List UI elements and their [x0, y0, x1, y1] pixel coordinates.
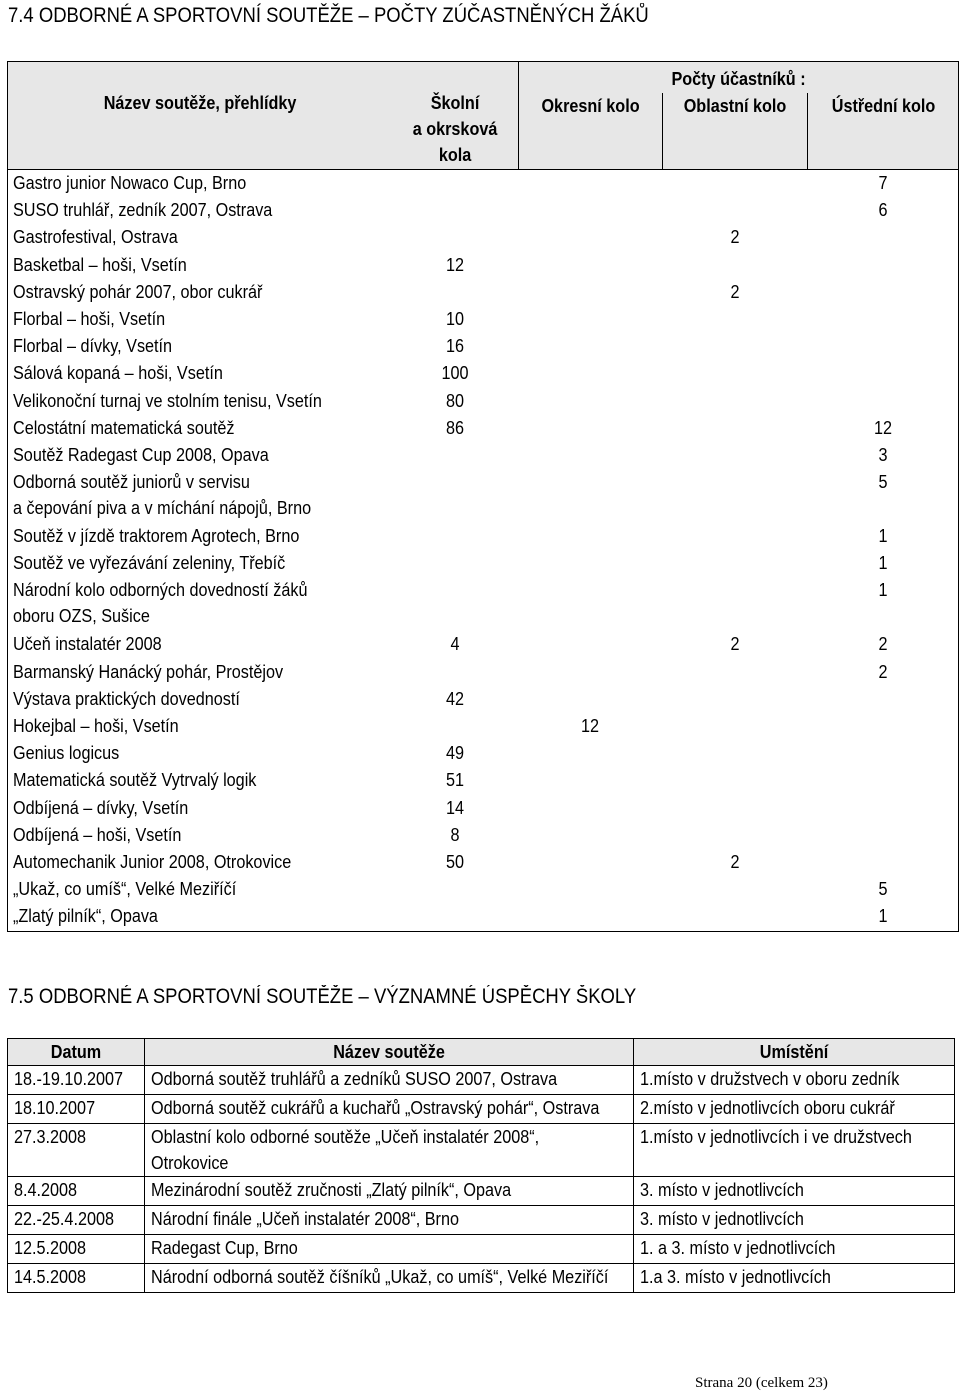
- competition-name-cell: „Ukaž, co umíš“, Velké Meziříčí: [13, 879, 237, 900]
- col-header-placement: Umístění: [634, 1039, 955, 1066]
- competition-cell: Odborná soutěž cukrářů a kuchařů „Ostravský pohár“, Ostrava: [144, 1095, 633, 1124]
- table-row: [8, 577, 959, 631]
- school-count-cell: 4: [450, 634, 460, 655]
- competition-name-cell: Odborná soutěž juniorů v servisu a čepování piva a v míchání nápojů, Brno: [13, 472, 312, 519]
- table-row: [8, 279, 959, 306]
- table-row: [8, 795, 959, 822]
- date-cell: 18.-19.10.2007: [8, 1066, 145, 1095]
- regional-count-cell: [663, 876, 808, 903]
- school-count-cell: [392, 224, 518, 251]
- participants-table: [7, 61, 959, 932]
- regional-count-cell: [663, 442, 808, 469]
- regional-count-cell: [663, 767, 808, 794]
- table-row: [8, 252, 959, 279]
- table-row: [8, 767, 959, 794]
- placement-cell: 1. a 3. místo v jednotlivcích: [634, 1235, 955, 1264]
- district-count-cell: [518, 388, 663, 415]
- central-count-cell: 7: [878, 173, 888, 193]
- central-count-cell: [808, 795, 959, 822]
- central-count-cell: 1: [878, 580, 888, 601]
- competition-name-cell: Odbíjená – dívky, Vsetín: [13, 797, 189, 818]
- competition-cell: Radegast Cup, Brno: [144, 1235, 633, 1264]
- competition-cell: Národní finále „Učeň instalatér 2008“, Brno: [144, 1206, 633, 1235]
- central-count-cell: [808, 306, 959, 333]
- competition-name-cell: Gastrofestival, Ostrava: [13, 227, 178, 248]
- regional-count-cell: [663, 713, 808, 740]
- school-count-cell: [392, 550, 518, 577]
- date-cell: 8.4.2008: [8, 1177, 145, 1206]
- school-count-cell: 49: [446, 743, 465, 764]
- school-count-cell: 14: [446, 797, 465, 818]
- district-count-cell: [518, 279, 663, 306]
- competition-name-cell: Hokejbal – hoši, Vsetín: [13, 716, 179, 736]
- regional-count-cell: [663, 686, 808, 713]
- table-row: [8, 197, 959, 224]
- district-count-cell: [518, 170, 663, 198]
- competition-name-cell: Basketbal – hoši, Vsetín: [13, 254, 187, 275]
- participants-table-body: [8, 170, 959, 932]
- central-count-cell: [808, 252, 959, 279]
- regional-count-cell: [663, 252, 808, 279]
- regional-count-cell: [663, 360, 808, 387]
- table-row: [8, 1124, 955, 1177]
- competition-name-cell: Soutěž ve vyřezávání zeleniny, Třebíč: [13, 553, 286, 574]
- competition-name-cell: Florbal – hoši, Vsetín: [13, 308, 166, 329]
- district-count-cell: [518, 442, 663, 469]
- district-count-cell: 12: [581, 716, 600, 736]
- district-count-cell: [518, 523, 663, 550]
- regional-count-cell: [663, 740, 808, 767]
- school-count-cell: [392, 442, 518, 469]
- regional-count-cell: [663, 577, 808, 631]
- regional-count-cell: [663, 795, 808, 822]
- regional-count-cell: 2: [730, 281, 740, 302]
- table-row: [8, 224, 959, 251]
- central-count-cell: [808, 224, 959, 251]
- district-count-cell: [518, 822, 663, 849]
- competition-name-cell: Automechanik Junior 2008, Otrokovice: [13, 851, 292, 872]
- achievements-table-body: [8, 1066, 955, 1293]
- regional-count-cell: 2: [730, 851, 740, 872]
- competition-name-cell: Ostravský pohár 2007, obor cukrář: [13, 281, 263, 302]
- district-count-cell: [518, 903, 663, 931]
- school-count-cell: 51: [446, 770, 465, 791]
- regional-count-cell: [663, 388, 808, 415]
- competition-cell: Mezinárodní soutěž zručnosti „Zlatý pilník“, Opava: [144, 1177, 633, 1206]
- competition-name-cell: Genius logicus: [13, 743, 120, 764]
- regional-count-cell: [663, 333, 808, 360]
- central-count-cell: [808, 360, 959, 387]
- school-count-cell: 12: [446, 254, 465, 275]
- regional-count-cell: [663, 550, 808, 577]
- central-count-cell: 2: [878, 634, 888, 655]
- table-row: [8, 523, 959, 550]
- school-count-cell: [392, 279, 518, 306]
- district-count-cell: [518, 686, 663, 713]
- table-row: [8, 306, 959, 333]
- regional-count-cell: [663, 415, 808, 442]
- table-row: [8, 1066, 955, 1095]
- central-count-cell: 5: [878, 879, 888, 900]
- district-count-cell: [518, 740, 663, 767]
- school-count-cell: 8: [450, 824, 460, 845]
- central-count-cell: [808, 767, 959, 794]
- school-count-cell: 86: [446, 417, 465, 438]
- district-count-cell: [518, 197, 663, 224]
- placement-cell: 1.místo v jednotlivcích i ve družstvech: [634, 1124, 955, 1177]
- competition-name-cell: Celostátní matematická soutěž: [13, 417, 235, 438]
- district-count-cell: [518, 224, 663, 251]
- district-count-cell: [518, 252, 663, 279]
- regional-count-cell: [663, 306, 808, 333]
- table-row: [8, 1095, 955, 1124]
- central-count-cell: [808, 279, 959, 306]
- col-header-central: Ústřední kolo: [808, 93, 959, 170]
- central-count-cell: [808, 713, 959, 740]
- competition-name-cell: Výstava praktických dovedností: [13, 688, 240, 709]
- school-count-cell: 100: [441, 363, 469, 384]
- date-cell: 22.-25.4.2008: [8, 1206, 145, 1235]
- school-count-cell: 80: [446, 390, 465, 411]
- competition-name-cell: Soutěž Radegast Cup 2008, Opava: [13, 444, 269, 465]
- competition-name-cell: SUSO truhlář, zedník 2007, Ostrava: [13, 200, 273, 221]
- table-row: [8, 388, 959, 415]
- district-count-cell: [518, 333, 663, 360]
- placement-cell: 1.místo v družstvech v oboru zedník: [634, 1066, 955, 1095]
- central-count-cell: 1: [878, 526, 888, 547]
- school-count-cell: 16: [446, 336, 465, 357]
- regional-count-cell: [663, 170, 808, 198]
- school-count-cell: 10: [446, 308, 465, 329]
- regional-count-cell: 2: [730, 227, 740, 248]
- district-count-cell: [518, 550, 663, 577]
- col-header-regional: Oblastní kolo: [663, 93, 808, 170]
- regional-count-cell: [663, 197, 808, 224]
- table-row: [8, 1206, 955, 1235]
- school-count-cell: [392, 469, 518, 523]
- school-count-cell: [392, 713, 518, 740]
- competition-cell: Oblastní kolo odborné soutěže „Učeň instalatér 2008“, Otrokovice: [144, 1124, 633, 1177]
- table-row: [8, 442, 959, 469]
- central-count-cell: 2: [878, 661, 888, 682]
- table-row: [8, 713, 959, 740]
- district-count-cell: [518, 659, 663, 686]
- school-count-cell: [392, 577, 518, 631]
- table-row: [8, 1235, 955, 1264]
- competition-name-cell: Odbíjená – hoši, Vsetín: [13, 824, 182, 845]
- table-row: [8, 415, 959, 442]
- competition-name-cell: Florbal – dívky, Vsetín: [13, 336, 173, 357]
- col-header-district: Okresní kolo: [518, 93, 663, 170]
- central-count-cell: 1: [878, 553, 888, 574]
- school-count-cell: [392, 876, 518, 903]
- table-row: [8, 170, 959, 198]
- school-count-cell: [392, 170, 518, 198]
- competition-name-cell: Národní kolo odborných dovedností žáků oboru OZS, Sušice: [13, 580, 308, 627]
- school-count-cell: 50: [446, 851, 465, 872]
- table-row: [8, 822, 959, 849]
- table-row: [8, 903, 959, 931]
- competition-name-cell: Barmanský Hanácký pohár, Prostějov: [13, 661, 284, 682]
- competition-name-cell: Gastro junior Nowaco Cup, Brno: [13, 173, 247, 193]
- district-count-cell: [518, 631, 663, 658]
- date-cell: 18.10.2007: [8, 1095, 145, 1124]
- placement-cell: 2.místo v jednotlivcích oboru cukrář: [634, 1095, 955, 1124]
- competition-name-cell: Velikonoční turnaj ve stolním tenisu, Vsetín: [13, 390, 322, 411]
- achievements-table: [7, 1038, 955, 1293]
- table-row: [8, 550, 959, 577]
- central-count-cell: [808, 740, 959, 767]
- table-row: [8, 469, 959, 523]
- regional-count-cell: [663, 903, 808, 931]
- school-count-cell: 42: [446, 688, 465, 709]
- central-count-cell: [808, 686, 959, 713]
- district-count-cell: [518, 415, 663, 442]
- regional-count-cell: [663, 659, 808, 686]
- date-cell: 14.5.2008: [8, 1264, 145, 1293]
- regional-count-cell: [663, 469, 808, 523]
- competition-cell: Národní odborná soutěž číšníků „Ukaž, co umíš“, Velké Meziříčí: [144, 1264, 633, 1293]
- regional-count-cell: [663, 523, 808, 550]
- competition-cell: Odborná soutěž truhlářů a zedníků SUSO 2007, Ostrava: [144, 1066, 633, 1095]
- table-row: [8, 740, 959, 767]
- col-header-group: Počty účastníků :: [518, 62, 958, 94]
- table-row: [8, 849, 959, 876]
- table-row: [8, 659, 959, 686]
- central-count-cell: [808, 333, 959, 360]
- district-count-cell: [518, 360, 663, 387]
- table-row: [8, 686, 959, 713]
- district-count-cell: [518, 849, 663, 876]
- school-count-cell: [392, 197, 518, 224]
- page-footer: Strana 20 (celkem 23): [695, 1375, 828, 1391]
- placement-cell: 3. místo v jednotlivcích: [634, 1206, 955, 1235]
- central-count-cell: [808, 388, 959, 415]
- competition-name-cell: Matematická soutěž Vytrvalý logik: [13, 770, 257, 791]
- district-count-cell: [518, 795, 663, 822]
- district-count-cell: [518, 306, 663, 333]
- table-row: [8, 333, 959, 360]
- placement-cell: 1.a 3. místo v jednotlivcích: [634, 1264, 955, 1293]
- competition-name-cell: Soutěž v jízdě traktorem Agrotech, Brno: [13, 526, 300, 547]
- table-row: [8, 1177, 955, 1206]
- competition-name-cell: Učeň instalatér 2008: [13, 634, 162, 655]
- table-row: [8, 631, 959, 658]
- central-count-cell: [808, 822, 959, 849]
- competition-name-cell: Sálová kopaná – hoši, Vsetín: [13, 363, 223, 384]
- section-7-4-heading: 7.4 ODBORNÉ A SPORTOVNÍ SOUTĚŽE – POČTY ZÚČASTNĚNÝCH ŽÁKŮ: [8, 4, 649, 27]
- table-row: [8, 360, 959, 387]
- competition-name-cell: „Zlatý pilník“, Opava: [13, 906, 158, 927]
- district-count-cell: [518, 469, 663, 523]
- col-header-competition: Název soutěže: [144, 1039, 633, 1066]
- central-count-cell: 1: [878, 906, 888, 927]
- regional-count-cell: [663, 822, 808, 849]
- table-row: [8, 1264, 955, 1293]
- school-count-cell: [392, 523, 518, 550]
- district-count-cell: [518, 876, 663, 903]
- placement-cell: 3. místo v jednotlivcích: [634, 1177, 955, 1206]
- central-count-cell: 3: [878, 444, 888, 465]
- table-row: [8, 876, 959, 903]
- col-header-date: Datum: [8, 1039, 145, 1066]
- regional-count-cell: 2: [730, 634, 740, 655]
- date-cell: 12.5.2008: [8, 1235, 145, 1264]
- col-header-name: Název soutěže, přehlídky: [8, 62, 393, 170]
- school-count-cell: [392, 903, 518, 931]
- date-cell: 27.3.2008: [8, 1124, 145, 1177]
- central-count-cell: 5: [878, 472, 888, 493]
- central-count-cell: 12: [873, 417, 892, 438]
- district-count-cell: [518, 577, 663, 631]
- school-count-cell: [392, 659, 518, 686]
- district-count-cell: [518, 767, 663, 794]
- central-count-cell: [808, 849, 959, 876]
- col-header-school: Školní a okrsková kola: [392, 62, 518, 170]
- section-7-5-heading: 7.5 ODBORNÉ A SPORTOVNÍ SOUTĚŽE – VÝZNAMNÉ ÚSPĚCHY ŠKOLY: [8, 985, 637, 1008]
- central-count-cell: 6: [878, 200, 888, 221]
